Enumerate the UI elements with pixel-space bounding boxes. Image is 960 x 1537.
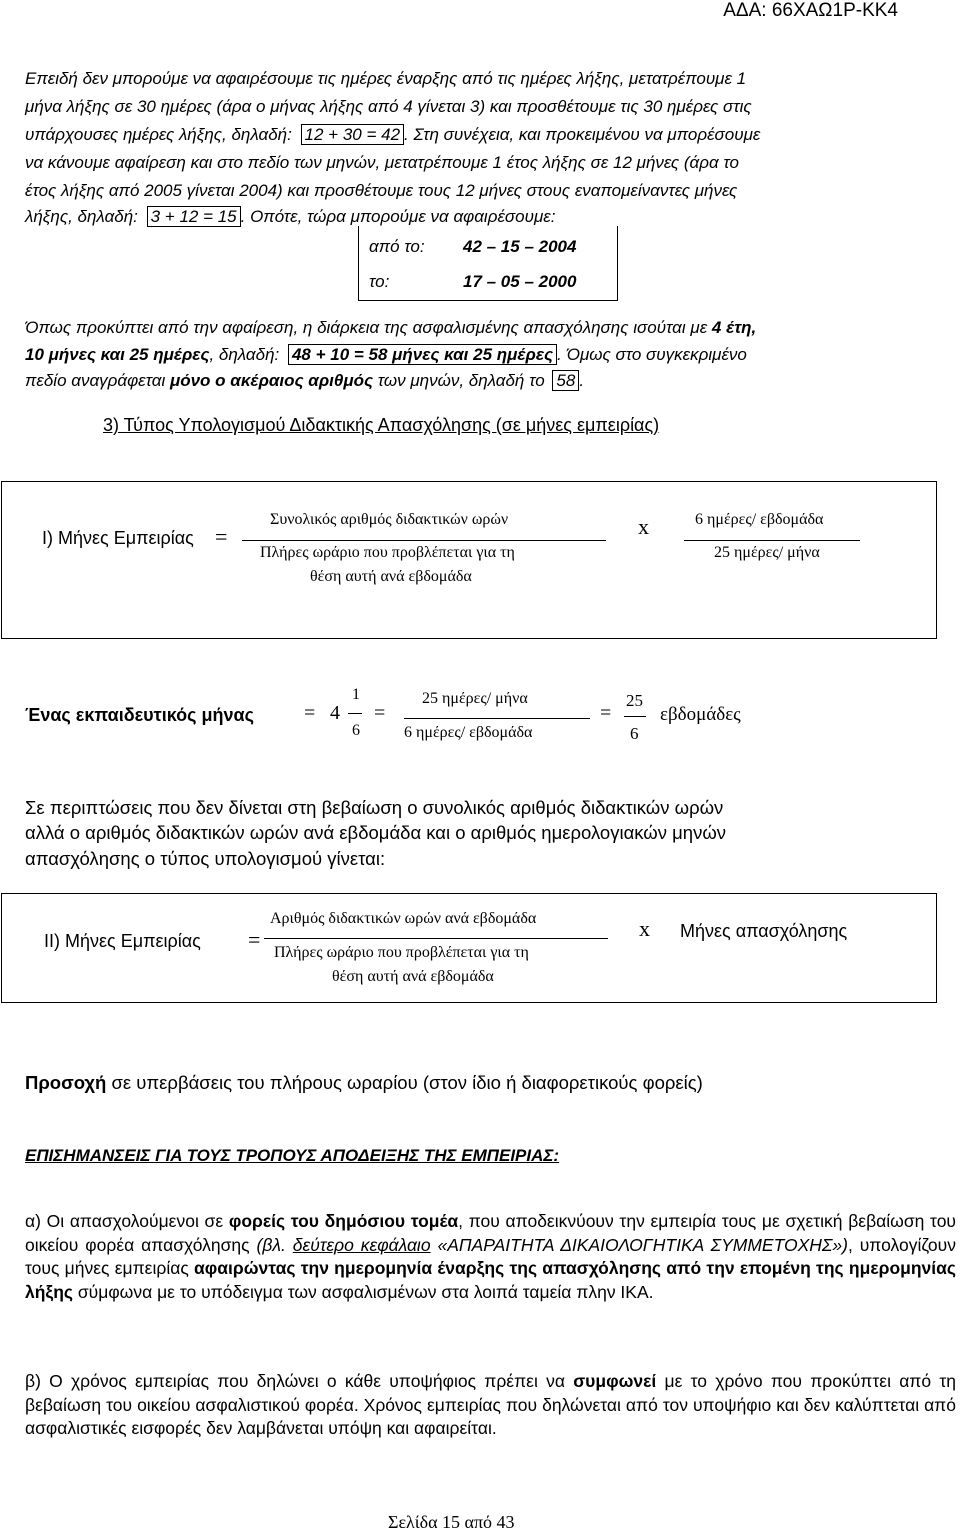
item-a-t1: α) Οι απασχολούμενοι σε (25, 1211, 229, 1231)
para2-duration: 10 μήνες και 25 ημέρες (25, 345, 210, 364)
para1-line6-rest: . Οπότε, τώρα μπορούμε να αφαιρέσουμε: (240, 207, 556, 226)
para2-line2 (25, 344, 747, 366)
teaching-month-fraction-line (404, 718, 590, 719)
formula2-times: x (639, 916, 650, 941)
boxed-months-sum: 3 + 12 = 15 (147, 206, 241, 227)
formula1-label: Ι) Μήνες Εμπειρίας (42, 528, 194, 548)
formula2-label: ΙΙ) Μήνες Εμπειρίας (44, 931, 201, 951)
formula1-equals: = (215, 524, 228, 549)
attention-bold: Προσοχή (25, 1072, 107, 1093)
item-a-chapter: δεύτερο κεφάλαιο (292, 1234, 431, 1255)
item-a-ref: (βλ. (256, 1234, 286, 1255)
subtraction-to-value: 17 – 05 – 2000 (463, 272, 577, 291)
subtraction-box (358, 226, 618, 301)
subtraction-to-label: το: (369, 272, 390, 291)
formula1-numerator: Συνολικός αριθμός διδακτικών ωρών (270, 511, 509, 528)
teaching-month-denominator: 6 ημέρες/ εβδομάδα (404, 724, 533, 741)
teaching-month-equals3: = (600, 702, 612, 724)
section3-title: 3) Τύπος Υπολογισμού Διδακτικής Απασχόλησης (σε μήνες εμπειρίας) (103, 415, 660, 435)
teaching-month-unit: εβδομάδες (660, 704, 741, 725)
formula1-times: x (638, 514, 649, 539)
para3-line2: αλλά ο αριθμός διδακτικών ωρών ανά εβδομάδα και ο αριθμός ημερολογιακών μηνών (25, 822, 727, 843)
item-b-agree: συμφωνεί (573, 1371, 657, 1391)
para2-line3 (25, 370, 584, 392)
formula1-numerator2: 6 ημέρες/ εβδομάδα (695, 511, 824, 528)
para3-line3: απασχόλησης ο τύπος υπολογισμού γίνεται: (25, 848, 386, 869)
para1-line2: μήνα λήξης σε 30 ημέρες (άρα ο μήνας λήξης από 4 γίνεται 3) και προσθέτουμε τις 30 ημέρες στις (25, 97, 752, 116)
para2-line1 (25, 317, 756, 339)
para2-line3-text2: των μηνών, δηλαδή το (377, 371, 545, 390)
item-a-rule: αφαιρώντας την ημερομηνία έναρξης της απασχόλησης από την επομένη της ημερομηνίας λήξης (25, 1258, 956, 1302)
item-a-t7: , υπολογίζουν τους μήνες εμπειρίας (25, 1234, 956, 1278)
teaching-month-label: Ένας εκπαιδευτικός μήνας (25, 705, 254, 725)
item-a-t9: σύμφωνα με το υπόδειγμα των ασφαλισμένων στα λοιπά ταμεία πλην ΙΚΑ. (73, 1281, 654, 1302)
formula2-fraction-line (264, 938, 608, 939)
formula1-fraction-line2 (684, 540, 860, 541)
para2-line2-text: , δηλαδή: (209, 345, 280, 364)
subtraction-from-value: 42 – 15 – 2004 (463, 237, 577, 256)
para2-line1-text: Όπως προκύπτει από την αφαίρεση, η διάρκεια της ασφαλισμένης απασχόλησης ισούται με (25, 318, 708, 337)
para3-line1: Σε περιπτώσεις που δεν δίνεται στη βεβαίωση ο συνολικός αριθμός διδακτικών ωρών (25, 797, 724, 818)
formula1-fraction-line (242, 540, 606, 541)
para1-line1: Επειδή δεν μπορούμε να αφαιρέσουμε τις ημέρες έναρξης από τις ημέρες λήξης, μετατρέπουμε 1 (25, 69, 747, 88)
formula2-box (1, 893, 937, 1003)
teaching-month-equals2: = (374, 702, 386, 724)
para1-line5: έτος λήξης από 2005 γίνεται 2004) και προσθέτουμε τους 12 μήνες στους εναπομείναντες μήνες (25, 181, 738, 200)
boxed-days-sum: 12 + 30 = 42 (301, 124, 404, 145)
para2-line3-text: πεδίο αναγράφεται (25, 371, 166, 390)
attention-note (25, 1072, 703, 1094)
formula1-denominator-line1: Πλήρες ωράριο που προβλέπεται για τη (260, 544, 515, 561)
page-number: Σελίδα 15 από 43 (388, 1512, 515, 1532)
teaching-month-frac-line (348, 713, 362, 714)
item-a-chapter-title: «ΑΠΑΡΑΙΤΗΤΑ ΔΙΚΑΙΟΛΟΓΗΤΙΚΑ ΣΥΜΜΕΤΟΧΗΣ») (437, 1234, 848, 1255)
remarks-title: ΕΠΙΣΗΜΑΝΣΕΙΣ ΓΙΑ ΤΟΥΣ ΤΡΟΠΟΥΣ ΑΠΟΔΕΙΞΗΣ ΤΗΣ ΕΜΠΕΙΡΙΑΣ: (25, 1146, 560, 1165)
teaching-month-frac-num: 1 (352, 686, 360, 703)
teaching-month-equals1: = (304, 702, 316, 724)
subtraction-from-label: από το: (369, 237, 425, 256)
formula2-denominator-line1: Πλήρες ωράριο που προβλέπεται για τη (274, 944, 529, 961)
teaching-month-result-line (624, 716, 646, 717)
formula2-right: Μήνες απασχόλησης (680, 921, 848, 941)
item-a (25, 1210, 956, 1304)
boxed-total-duration: 48 + 10 = 58 μήνες και 25 ημέρες (288, 344, 557, 365)
ada-code: ΑΔΑ: 66ΧΑΩ1Ρ-ΚΚ4 (723, 0, 898, 21)
para2-integer-note: μόνο ο ακέραιος αριθμός (169, 371, 374, 390)
para2-years: 4 έτη, (711, 318, 757, 337)
formula2-numerator: Αριθμός διδακτικών ωρών ανά εβδομάδα (270, 910, 537, 927)
para1-line6-text: λήξης, δηλαδή: (25, 207, 138, 226)
formula2-denominator-line2: θέση αυτή ανά εβδομάδα (332, 968, 494, 985)
para1-line3-rest: . Στη συνέχεια, και προκειμένου να μπορέσουμε (404, 125, 761, 144)
para2-line2-rest: . Όμως στο συγκεκριμένο (557, 345, 747, 364)
formula1-denominator2: 25 ημέρες/ μήνα (714, 544, 820, 561)
item-a-public-sector: φορείς του δημόσιου τομέα (228, 1211, 459, 1231)
para1-line6 (25, 206, 555, 228)
teaching-month-whole: 4 (330, 702, 340, 724)
para1-line3-text: υπάρχουσες ημέρες λήξης, δηλαδή: (25, 125, 292, 144)
teaching-month-frac-den: 6 (352, 722, 360, 739)
teaching-month-result-den: 6 (630, 724, 639, 743)
formula1-box (1, 481, 937, 639)
item-b-t1: β) Ο χρόνος εμπειρίας που δηλώνει ο κάθε υποψήφιος πρέπει να (25, 1371, 574, 1391)
teaching-month-result-num: 25 (626, 691, 643, 710)
item-a-t3: , που αποδεικνύουν την εμπειρία τους με σχετική βεβαίωση του οικείου φορέα απασχόλησης (25, 1211, 957, 1255)
formula1-denominator-line2: θέση αυτή ανά εβδομάδα (310, 568, 472, 585)
para2-line3-end: . (579, 371, 585, 390)
formula2-equals: = (248, 927, 261, 952)
item-b (25, 1370, 956, 1441)
attention-text: σε υπερβάσεις του πλήρους ωραρίου (στον ίδιο ή διαφορετικούς φορείς) (106, 1072, 703, 1093)
teaching-month-numerator: 25 ημέρες/ μήνα (422, 690, 528, 707)
item-b-t3: με το χρόνο που προκύπτει από τη βεβαίωση του οικείου ασφαλιστικού φορέα. Χρόνος εμπειρίας που δηλώνεται από τον υποψήφιο και δεν καλύπτεται από ασφαλιστικές εισφορές δεν λαμβάνεται υπόψη και αφαιρείται. (25, 1371, 956, 1438)
boxed-months-result: 58 (552, 370, 579, 391)
para1-line3 (25, 124, 760, 146)
para1-line4: να κάνουμε αφαίρεση και στο πεδίο των μηνών, μετατρέπουμε 1 έτος λήξης σε 12 μήνες (άρα το (25, 153, 739, 172)
